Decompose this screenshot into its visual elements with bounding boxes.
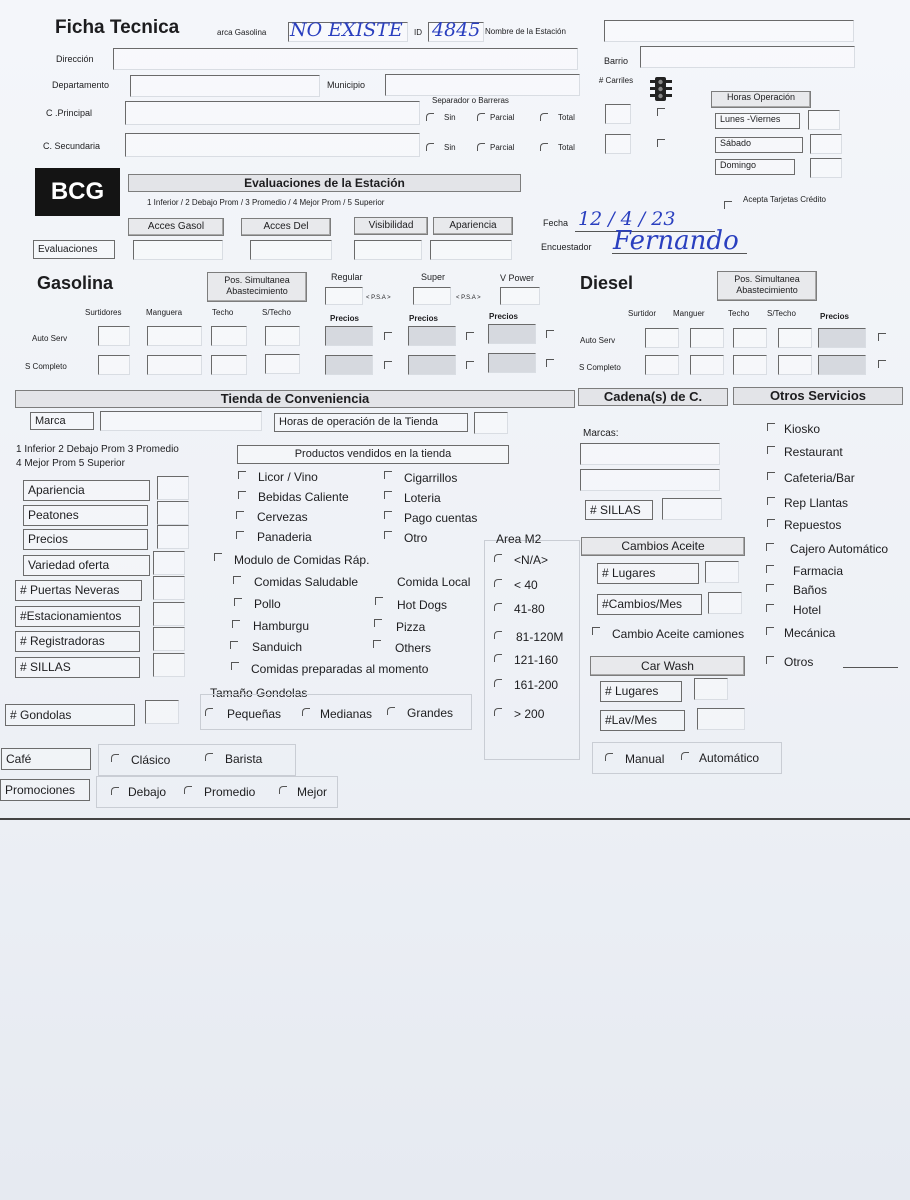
manual-label: Manual [625, 752, 665, 766]
area-radio[interactable] [494, 579, 502, 587]
food-label: Sanduich [252, 640, 303, 654]
promociones-label: Promociones [0, 779, 90, 801]
producto-label: Pago cuentas [404, 511, 478, 525]
medianas-label: Medianas [320, 707, 373, 721]
tienda-marca-label: Marca [30, 412, 94, 430]
psa-label-2: < P.S.A > [456, 295, 481, 301]
apariencia-button[interactable]: Apariencia [433, 217, 513, 235]
aceite-lugares-field[interactable] [705, 561, 739, 583]
otros-label: Restaurant [784, 445, 843, 459]
total-radio-1[interactable] [540, 113, 548, 121]
otros-label: Hotel [793, 603, 822, 617]
marcas-field-1[interactable] [580, 443, 720, 465]
tienda-eval-field[interactable] [157, 525, 189, 549]
carwash-lugares-label: # Lugares [600, 681, 682, 702]
gas-auto-precio-2[interactable] [408, 326, 456, 346]
camiones-checkbox[interactable] [592, 627, 600, 635]
parcial-label-2: Parcial [490, 143, 515, 152]
otros-label: Repuestos [784, 518, 842, 532]
cadena-sillas-label: # SILLAS [585, 500, 653, 520]
producto-checkbox[interactable] [384, 531, 392, 539]
visibilidad-field[interactable] [354, 240, 422, 260]
precios-label-3: Precios [489, 312, 518, 321]
apariencia-field[interactable] [430, 240, 512, 260]
otros-blank-line [843, 667, 898, 668]
grandes-radio[interactable] [387, 707, 395, 715]
diesel-comp-surtidor[interactable] [645, 355, 679, 375]
stecho-label: S/Techo [262, 308, 291, 317]
producto-checkbox[interactable] [384, 471, 392, 479]
diesel-auto-precio[interactable] [818, 328, 866, 348]
parcial-radio-1[interactable] [477, 113, 485, 121]
food-label: Others [395, 641, 432, 655]
otros-checkbox[interactable] [766, 604, 774, 612]
mejor-radio[interactable] [279, 786, 287, 794]
saludable-checkbox[interactable] [233, 576, 241, 584]
tienda-eval-field[interactable] [153, 627, 185, 651]
pequenas-label: Pequeñas [227, 707, 282, 721]
tienda-eval-field[interactable] [157, 476, 189, 500]
barista-radio[interactable] [205, 753, 213, 761]
tienda-eval-label: Apariencia [23, 480, 150, 501]
id-label: ID [414, 28, 422, 37]
preparadas-checkbox[interactable] [231, 662, 239, 670]
otros-label: Kiosko [784, 422, 821, 436]
lunes-viernes-label: Lunes -Viernes [715, 113, 800, 129]
tienda-eval-label: # SILLAS [15, 657, 140, 678]
food-label: Hamburgu [253, 619, 310, 633]
area-radio[interactable] [494, 679, 502, 687]
producto-label: Cervezas [257, 510, 308, 524]
lav-mes-field[interactable] [697, 708, 745, 730]
secundaria-field[interactable] [125, 133, 420, 157]
automatico-radio[interactable] [681, 752, 689, 760]
id-value: 4845 [432, 19, 481, 41]
tarjetas-label: Acepta Tarjetas Crédito [743, 195, 827, 204]
principal-field[interactable] [125, 101, 420, 125]
otros-label: Cajero Automático [790, 542, 889, 556]
mejor-label: Mejor [297, 785, 328, 799]
visibilidad-button[interactable]: Visibilidad [354, 217, 428, 235]
horas-operacion-button[interactable]: Horas Operación [711, 91, 811, 108]
gas-comp-check-2[interactable] [466, 361, 474, 369]
cambios-aceite-button[interactable]: Cambios Aceite [581, 537, 745, 556]
carwash-lugares-field[interactable] [694, 678, 728, 700]
encuestador-label: Encuestador [541, 242, 592, 252]
producto-label: Loteria [404, 491, 441, 505]
tienda-eval-label: Peatones [23, 505, 148, 526]
producto-checkbox[interactable] [236, 531, 244, 539]
tienda-eval-field[interactable] [153, 653, 185, 677]
diesel-auto-check[interactable] [878, 333, 886, 341]
diesel-techo-label: Techo [728, 309, 750, 318]
debajo-radio[interactable] [111, 787, 119, 795]
acces-del-button[interactable]: Acces Del [241, 218, 331, 236]
total-radio-2[interactable] [540, 143, 548, 151]
auto-serv-label: Auto Serv [32, 334, 68, 343]
marca-label: arca Gasolina [217, 28, 267, 37]
gas-auto-check-1[interactable] [384, 332, 392, 340]
cadena-header: Cadena(s) de C. [578, 388, 728, 406]
producto-label: Licor / Vino [258, 470, 318, 484]
super-field[interactable] [413, 287, 451, 305]
area-option-label: 81-120M [516, 630, 564, 644]
producto-checkbox[interactable] [236, 511, 244, 519]
fecha-label: Fecha [543, 218, 569, 228]
carriles-field-1[interactable] [605, 104, 631, 124]
gas-auto-precio-1[interactable] [325, 326, 373, 346]
tienda-eval-field[interactable] [153, 576, 185, 600]
diesel-comp-techo[interactable] [733, 355, 767, 375]
producto-checkbox[interactable] [384, 511, 392, 519]
gondolas-field[interactable] [145, 700, 179, 724]
area-option-label: < 40 [514, 578, 538, 592]
tienda-marca-field[interactable] [100, 411, 262, 431]
food-checkbox[interactable] [230, 641, 238, 649]
diesel-auto-surtidor[interactable] [645, 328, 679, 348]
manual-radio[interactable] [605, 753, 613, 761]
direccion-field[interactable] [113, 48, 578, 70]
otros-label: Baños [793, 583, 828, 597]
gas-comp-precio-1[interactable] [325, 355, 373, 375]
diesel-auto-manguer[interactable] [690, 328, 724, 348]
otros-label: Rep Llantas [784, 496, 849, 510]
diesel-comp-manguer[interactable] [690, 355, 724, 375]
vpower-label: V Power [500, 273, 535, 283]
parcial-radio-2[interactable] [477, 143, 485, 151]
diesel-comp-precio[interactable] [818, 355, 866, 375]
gas-comp-precio-2[interactable] [408, 355, 456, 375]
comida-local-label: Comida Local [397, 575, 471, 589]
nombre-field[interactable] [604, 20, 854, 42]
principal-label: C .Principal [46, 108, 93, 118]
camiones-label: Cambio Aceite camiones [612, 627, 745, 641]
gas-auto-check-3[interactable] [546, 330, 554, 338]
tarjetas-checkbox[interactable] [724, 201, 732, 209]
otros-checkbox[interactable] [767, 446, 775, 454]
surtidores-label: Surtidores [85, 308, 122, 317]
gas-auto-precio-3[interactable] [488, 324, 536, 344]
food-checkbox[interactable] [373, 640, 381, 648]
producto-checkbox[interactable] [384, 491, 392, 499]
cafe-label: Café [1, 748, 91, 770]
sin-label-2: Sin [444, 143, 456, 152]
carriles-label: # Carriles [598, 76, 634, 85]
preparadas-label: Comidas preparadas al momento [251, 662, 429, 676]
otros-checkbox[interactable] [766, 565, 774, 573]
diesel-title: Diesel [580, 273, 634, 293]
manguer-label: Manguer [673, 309, 705, 318]
departamento-field[interactable] [130, 75, 320, 97]
page-title: Ficha Tecnica [55, 17, 180, 38]
otros-header: Otros Servicios [733, 387, 903, 405]
food-label: Pizza [396, 620, 426, 634]
tienda-scale-2: 4 Mejor Prom 5 Superior [16, 458, 125, 469]
area-label: Area M2 [496, 532, 542, 546]
producto-checkbox[interactable] [238, 471, 246, 479]
gas-comp-techo[interactable] [211, 355, 247, 375]
sin-label-1: Sin [444, 113, 456, 122]
tienda-eval-field[interactable] [157, 501, 189, 525]
surtidor-label: Surtidor [628, 309, 657, 318]
medianas-radio[interactable] [302, 708, 310, 716]
tamano-label: Tamaño Gondolas [210, 686, 308, 700]
regular-label: Regular [331, 272, 363, 282]
lav-mes-label: #Lav/Mes [600, 710, 685, 731]
total-label-2: Total [558, 143, 575, 152]
gas-comp-stecho[interactable] [265, 354, 300, 374]
otros-checkbox[interactable] [766, 543, 774, 551]
precios-label-1: Precios [330, 314, 359, 323]
diesel-comp-check[interactable] [878, 360, 886, 368]
diesel-auto-stecho[interactable] [778, 328, 812, 348]
aceite-lugares-label: # Lugares [597, 563, 699, 584]
productos-header: Productos vendidos en la tienda [237, 445, 509, 464]
gas-auto-techo[interactable] [211, 326, 247, 346]
parcial-label-1: Parcial [490, 113, 515, 122]
gas-comp-check-1[interactable] [384, 361, 392, 369]
municipio-field[interactable] [385, 74, 580, 96]
otros-checkbox[interactable] [767, 472, 775, 480]
food-checkbox[interactable] [234, 598, 242, 606]
sabado-field[interactable] [810, 134, 842, 154]
tienda-eval-label: Precios [23, 529, 148, 550]
otros-checkbox[interactable] [767, 423, 775, 431]
producto-label: Panaderia [257, 530, 312, 544]
area-radio[interactable] [494, 708, 502, 716]
psa-label-1: < P.S.A > [366, 295, 391, 301]
domingo-label: Domingo [715, 159, 795, 175]
sin-radio-1[interactable] [426, 113, 434, 121]
super-label: Super [421, 272, 446, 282]
area-radio[interactable] [494, 654, 502, 662]
pequenas-radio[interactable] [205, 708, 213, 716]
food-label: Pollo [254, 597, 281, 611]
promedio-radio[interactable] [184, 786, 192, 794]
modulo-checkbox[interactable] [214, 553, 222, 561]
tienda-scale-1: 1 Inferior 2 Debajo Prom 3 Promedio [16, 444, 179, 455]
encuestador-underline [612, 253, 747, 254]
producto-checkbox[interactable] [238, 491, 246, 499]
acces-del-field[interactable] [250, 240, 332, 260]
otros-checkbox[interactable] [766, 584, 774, 592]
semaforo-checkbox-1[interactable] [657, 108, 665, 116]
producto-label: Bebidas Caliente [258, 490, 349, 504]
separador-label: Separador o Barreras [432, 96, 509, 105]
gas-auto-surtidores[interactable] [98, 326, 130, 346]
area-radio[interactable] [494, 603, 502, 611]
gas-auto-check-2[interactable] [466, 332, 474, 340]
domingo-field[interactable] [810, 158, 842, 178]
car-wash-button[interactable]: Car Wash [590, 656, 745, 676]
manguera-label: Manguera [146, 308, 183, 317]
gas-comp-surtidores[interactable] [98, 355, 130, 375]
fecha-value: 12 / 4 / 23 [578, 208, 676, 230]
cafe-group [98, 744, 296, 776]
marcas-label: Marcas: [583, 428, 619, 439]
grandes-label: Grandes [407, 706, 454, 720]
otros-label: Otros [784, 655, 814, 669]
diesel-precios-label: Precios [820, 312, 849, 321]
secundaria-label: C. Secundaria [43, 141, 101, 151]
otros-checkbox[interactable] [767, 519, 775, 527]
food-checkbox[interactable] [232, 620, 240, 628]
techo-label: Techo [212, 308, 234, 317]
lunes-viernes-field[interactable] [808, 110, 840, 130]
modulo-label: Modulo de Comidas Ráp. [234, 553, 370, 567]
clasico-label: Clásico [131, 753, 171, 767]
departamento-label: Departamento [52, 80, 110, 90]
area-option-label: > 200 [514, 707, 545, 721]
barrio-field[interactable] [640, 46, 855, 68]
horas-tienda-label: Horas de operación de la Tienda [274, 413, 468, 432]
gasolina-title: Gasolina [37, 273, 114, 293]
diesel-auto-techo[interactable] [733, 328, 767, 348]
marca-value: NO EXISTE [290, 19, 403, 41]
diesel-stecho-label: S/Techo [767, 309, 796, 318]
food-label: Hot Dogs [397, 598, 448, 612]
cambios-mes-field[interactable] [708, 592, 742, 614]
area-option-label: 41-80 [514, 602, 545, 616]
semaforo-checkbox-2[interactable] [657, 139, 665, 147]
area-option-label: 121-160 [514, 653, 559, 667]
diesel-s-completo-label: S Completo [579, 363, 621, 372]
traffic-light-icon [648, 76, 674, 102]
tienda-eval-field[interactable] [153, 551, 185, 575]
otros-label: Cafeteria/Bar [784, 471, 855, 485]
sabado-label: Sábado [715, 137, 803, 153]
bcg-logo: BCG [35, 168, 120, 216]
s-completo-label: S Completo [25, 362, 67, 371]
evaluaciones-label: Evaluaciones [33, 240, 115, 259]
acces-gasol-button[interactable]: Acces Gasol [128, 218, 224, 236]
automatico-label: Automático [699, 751, 760, 765]
producto-label: Cigarrillos [404, 471, 458, 485]
area-option-label: <N/A> [514, 553, 549, 567]
cadena-sillas-field[interactable] [662, 498, 722, 520]
diesel-auto-serv-label: Auto Serv [580, 336, 616, 345]
clasico-radio[interactable] [111, 754, 119, 762]
gas-comp-manguera[interactable] [147, 355, 202, 375]
evaluaciones-header: Evaluaciones de la Estación [128, 174, 521, 192]
sin-radio-2[interactable] [426, 143, 434, 151]
tienda-header: Tienda de Conveniencia [15, 390, 575, 408]
marcas-field-2[interactable] [580, 469, 720, 491]
otros-label: Mecánica [784, 626, 836, 640]
gondolas-label: # Gondolas [5, 704, 135, 726]
tienda-eval-label: Variedad oferta [23, 555, 150, 576]
area-option-label: 161-200 [514, 678, 559, 692]
food-checkbox[interactable] [374, 619, 382, 627]
debajo-label: Debajo [128, 785, 167, 799]
encuestador-value: Fernando [613, 226, 739, 256]
diesel-comp-stecho[interactable] [778, 355, 812, 375]
gas-comp-precio-3[interactable] [488, 353, 536, 373]
otros-checkbox[interactable] [766, 627, 774, 635]
cambios-mes-label: #Cambios/Mes [597, 594, 702, 615]
gas-comp-check-3[interactable] [546, 359, 554, 367]
total-label-1: Total [558, 113, 575, 122]
producto-label: Otro [404, 531, 428, 545]
regular-field[interactable] [325, 287, 363, 305]
otros-checkbox[interactable] [767, 497, 775, 505]
area-radio[interactable] [494, 554, 502, 562]
barrio-label: Barrio [604, 56, 629, 66]
food-checkbox[interactable] [375, 597, 383, 605]
acces-gasol-field[interactable] [133, 240, 223, 260]
promedio-label: Promedio [204, 785, 256, 799]
tienda-eval-label: # Registradoras [15, 631, 140, 652]
horas-tienda-field[interactable] [474, 412, 508, 434]
municipio-label: Municipio [327, 80, 366, 90]
area-radio[interactable] [494, 631, 502, 639]
evaluaciones-scale: 1 Inferior / 2 Debajo Prom / 3 Promedio / 4 Mejor Prom / 5 Superior [147, 198, 385, 207]
form-bottom-border [0, 818, 910, 820]
carriles-field-2[interactable] [605, 134, 631, 154]
tienda-eval-field[interactable] [153, 602, 185, 626]
tienda-eval-label: # Puertas Neveras [15, 580, 142, 601]
precios-label-2: Precios [409, 314, 438, 323]
otros-checkbox[interactable] [766, 656, 774, 664]
barista-label: Barista [225, 752, 263, 766]
otros-label: Farmacia [793, 564, 844, 578]
gas-auto-manguera[interactable] [147, 326, 202, 346]
gas-auto-stecho[interactable] [265, 326, 300, 346]
diesel-pos-simultanea[interactable]: Pos. Simultanea Abastecimiento [717, 271, 817, 301]
saludable-label: Comidas Saludable [254, 575, 359, 589]
vpower-field[interactable] [500, 287, 540, 305]
area-group [484, 540, 580, 760]
gasolina-pos-simultanea[interactable]: Pos. Simultanea Abastecimiento [207, 272, 307, 302]
nombre-label: Nombre de la Estación [485, 27, 566, 36]
tienda-eval-label: #Estacionamientos [15, 606, 140, 627]
direccion-label: Dirección [56, 54, 94, 64]
